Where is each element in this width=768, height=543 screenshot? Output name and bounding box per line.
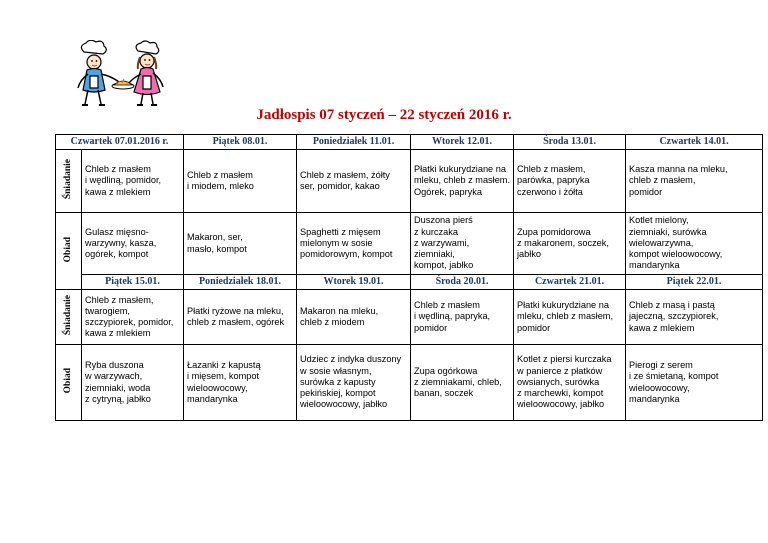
menu-cell: Spaghetti z mięsem mielonym w sosie pomidorowym, kompot — [297, 213, 411, 275]
day-header: Czwartek 14.01. — [626, 135, 763, 150]
menu-cell: Płatki kukurydziane na mleku, chleb z masłem. Ogórek, papryka — [411, 150, 514, 213]
menu-cell: Chleb z masłem i wędliną, pomidor, kawa z mlekiem — [82, 150, 184, 213]
day-header: Czwartek 21.01. — [514, 275, 626, 290]
menu-cell: Makaron na mleku, chleb z miodem — [297, 290, 411, 345]
meal-label — [56, 150, 82, 213]
menu-cell: Łazanki z kapustą i mięsem, kompot wieloowocowy, mandarynka — [184, 345, 297, 421]
menu-cell: Chleb z masłem i miodem, mleko — [184, 150, 297, 213]
menu-table — [55, 134, 763, 421]
day-header: Wtorek 12.01. — [411, 135, 514, 150]
day-header: Piątek 22.01. — [626, 275, 763, 290]
menu-cell: Chleb z masłem, żółty ser, pomidor, kakao — [297, 150, 411, 213]
menu-cell: Kotlet mielony, ziemniaki, surówka wielowarzywna, kompot wieloowocowy, mandarynka — [626, 213, 763, 275]
day-header: Poniedziałek 11.01. — [297, 135, 411, 150]
menu-cell: Chleb z masłem, twarogiem, szczypiorek, pomidor, kawa z mlekiem — [82, 290, 184, 345]
day-header: Środa 13.01. — [514, 135, 626, 150]
meal-label-text: Obiad — [62, 368, 73, 394]
menu-cell: Kasza manna na mleku, chleb z masłem, pomidor — [626, 150, 763, 213]
menu-cell: Chleb z masłem, parówka, papryka czerwono i żółta — [514, 150, 626, 213]
breakfast-row — [56, 290, 763, 345]
day-header: Środa 20.01. — [411, 275, 514, 290]
meal-label-text: Śniadanie — [62, 295, 73, 336]
day-header: Piątek 15.01. — [82, 275, 184, 290]
menu-cell: Gulasz mięsno- warzywny, kasza, ogórek, kompot — [82, 213, 184, 275]
meal-label-text: Śniadanie — [62, 159, 73, 200]
lunch-row — [56, 345, 763, 421]
menu-cell: Płatki ryżowe na mleku, chleb z masłem, ogórek — [184, 290, 297, 345]
day-header-row — [56, 275, 763, 290]
meal-label — [56, 345, 82, 421]
menu-cell: Ryba duszona w warzywach, ziemniaki, woda z cytryną, jabłko — [82, 345, 184, 421]
menu-cell: Udziec z indyka duszony w sosie własnym, surówka z kapusty pekińskiej, kompot wieloowocowy, jabłko — [297, 345, 411, 421]
page-title: Jadłospis 07 styczeń – 22 styczeń 2016 r. — [256, 107, 512, 123]
lunch-row — [56, 213, 763, 275]
day-header: Wtorek 19.01. — [297, 275, 411, 290]
day-header: Poniedziałek 18.01. — [184, 275, 297, 290]
day-header-row — [56, 135, 763, 150]
menu-cell: Makaron, ser, masło, kompot — [184, 213, 297, 275]
menu-cell: Pierogi z serem i ze śmietaną, kompot wieloowocowy, mandarynka — [626, 345, 763, 421]
menu-cell: Chleb z masą i pastą jajeczną, szczypiorek, kawa z mlekiem — [626, 290, 763, 345]
meal-label-text: Obiad — [62, 236, 73, 263]
menu-cell: Kotlet z piersi kurczaka w panierce z płatków owsianych, surówka z marchewki, kompot wieloowocowy, jabłko — [514, 345, 626, 421]
meal-label — [56, 290, 82, 345]
menu-cell: Płatki kukurydziane na mleku, chleb z masłem, pomidor — [514, 290, 626, 345]
menu-cell: Chleb z masłem i wędliną, papryka, pomidor — [411, 290, 514, 345]
day-header: Czwartek 07.01.2016 r. — [56, 135, 184, 150]
menu-cell: Zupa pomidorowa z makaronem, soczek, jabłko — [514, 213, 626, 275]
meal-label — [56, 213, 82, 290]
menu-cell: Duszona pierś z kurczaka z warzywami, ziemniaki, kompot, jabłko — [411, 213, 514, 275]
menu-cell: Zupa ogórkowa z ziemniakami, chleb, banan, soczek — [411, 345, 514, 421]
cooking-children-icon — [70, 40, 170, 112]
day-header: Piątek 08.01. — [184, 135, 297, 150]
breakfast-row — [56, 150, 763, 213]
